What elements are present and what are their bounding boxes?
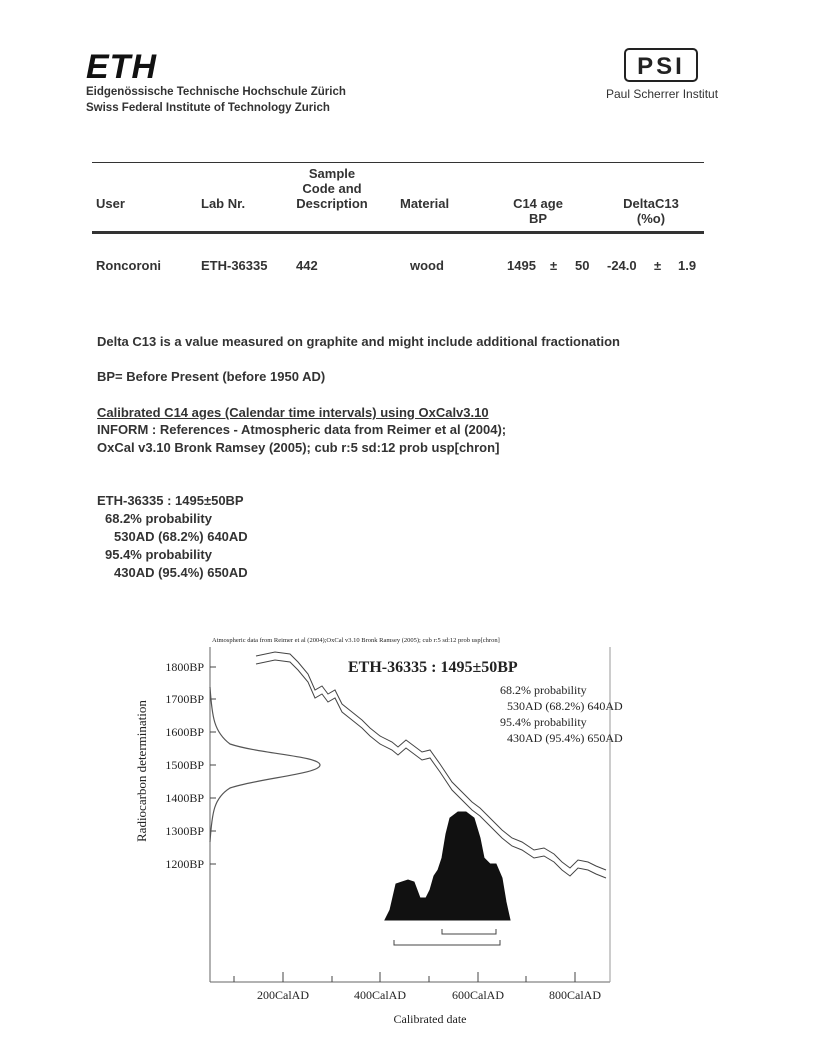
chart-legend-68-range: 530AD (68.2%) 640AD	[507, 699, 623, 713]
col-delta	[606, 196, 696, 226]
col-user: User	[96, 196, 125, 211]
ytick-1800: 1800BP	[165, 660, 204, 674]
ytick-1200: 1200BP	[165, 857, 204, 871]
calibration-references: INFORM : References - Atmospheric data from Reimer et al (2004);	[97, 422, 507, 437]
col-sample-line3: Description	[296, 196, 368, 211]
result-line3: 530AD (68.2%) 640AD	[114, 529, 248, 544]
col-delta-line2: (%o)	[636, 211, 666, 226]
calibration-software: OxCal v3.10 Bronk Ramsey (2005); cub r:5 sd:12 prob usp[chron]	[97, 440, 500, 455]
cell-user: Roncoroni	[96, 258, 161, 273]
col-material: Material	[400, 196, 450, 211]
xtick-400: 400CalAD	[354, 988, 406, 1002]
psi-logo	[624, 48, 698, 82]
ytick-1700: 1700BP	[165, 692, 204, 706]
eth-name-en: Swiss Federal Institute of Technology Zurich	[86, 102, 330, 114]
cell-material: wood	[410, 258, 444, 273]
cell-c14-age: 1495	[507, 258, 536, 273]
col-sample-line1: Sample	[308, 166, 356, 181]
x-ticks	[234, 972, 575, 982]
col-sample	[282, 166, 382, 211]
cell-delta: -24.0	[607, 258, 637, 273]
col-lab: Lab Nr.	[201, 196, 246, 211]
cell-c14-err: 50	[575, 258, 590, 273]
eth-logo: ETH	[86, 48, 157, 86]
y-axis-title: Radiocarbon determination	[134, 700, 149, 842]
chart-title: ETH-36335 : 1495±50BP	[348, 659, 518, 676]
table-header-rule	[92, 231, 704, 234]
calibration-chart	[130, 632, 630, 1032]
range-bracket-95	[394, 940, 500, 945]
result-line2: 68.2% probability	[105, 511, 212, 526]
range-bracket-68	[442, 929, 496, 934]
col-c14-line2: BP	[528, 211, 548, 226]
col-delta-line1: DeltaC13	[623, 196, 679, 211]
cell-delta-pm: ±	[654, 258, 662, 273]
xtick-600: 600CalAD	[452, 988, 504, 1002]
col-c14	[498, 196, 578, 226]
result-line5: 430AD (95.4%) 650AD	[114, 565, 248, 580]
chart-legend-68: 68.2% probability	[500, 683, 587, 697]
cell-sample: 442	[296, 258, 318, 273]
chart-legend-95: 95.4% probability	[500, 715, 587, 729]
ytick-1500: 1500BP	[165, 758, 204, 772]
ytick-1600: 1600BP	[165, 725, 204, 739]
cell-lab: ETH-36335	[201, 258, 268, 273]
delta-note: Delta C13 is a value measured on graphite and might include additional fractionation	[97, 334, 620, 349]
table-top-rule	[92, 162, 704, 163]
ytick-1300: 1300BP	[165, 824, 204, 838]
psi-name: Paul Scherrer Institut	[606, 87, 719, 101]
calibrated-probability-distribution	[385, 812, 510, 920]
chart-source-line: Atmospheric data from Reimer et al (2004);OxCal v3.10 Bronk Ramsey (2005); cub r:5 sd:12 prob usp[chron]	[212, 637, 500, 644]
ytick-1400: 1400BP	[165, 791, 204, 805]
result-line1: ETH-36335 : 1495±50BP	[97, 493, 244, 508]
cell-c14-pm: ±	[550, 258, 558, 273]
result-block	[97, 492, 248, 582]
cell-delta-err: 1.9	[678, 258, 697, 273]
radiocarbon-distribution-curve	[210, 687, 320, 842]
x-axis-title: Calibrated date	[393, 1012, 467, 1026]
col-sample-line2: Code and	[302, 181, 362, 196]
xtick-800: 800CalAD	[549, 988, 601, 1002]
psi-logo-text: PSI	[637, 53, 685, 80]
bp-note: BP= Before Present (before 1950 AD)	[97, 369, 326, 384]
calibration-title: Calibrated C14 ages (Calendar time intervals) using OxCalv3.10	[97, 405, 489, 420]
result-line4: 95.4% probability	[105, 547, 212, 562]
eth-name-de: Eidgenössische Technische Hochschule Zürich	[86, 86, 346, 98]
col-c14-line1: C14 age	[513, 196, 563, 211]
xtick-200: 200CalAD	[257, 988, 309, 1002]
chart-legend-95-range: 430AD (95.4%) 650AD	[507, 731, 623, 745]
